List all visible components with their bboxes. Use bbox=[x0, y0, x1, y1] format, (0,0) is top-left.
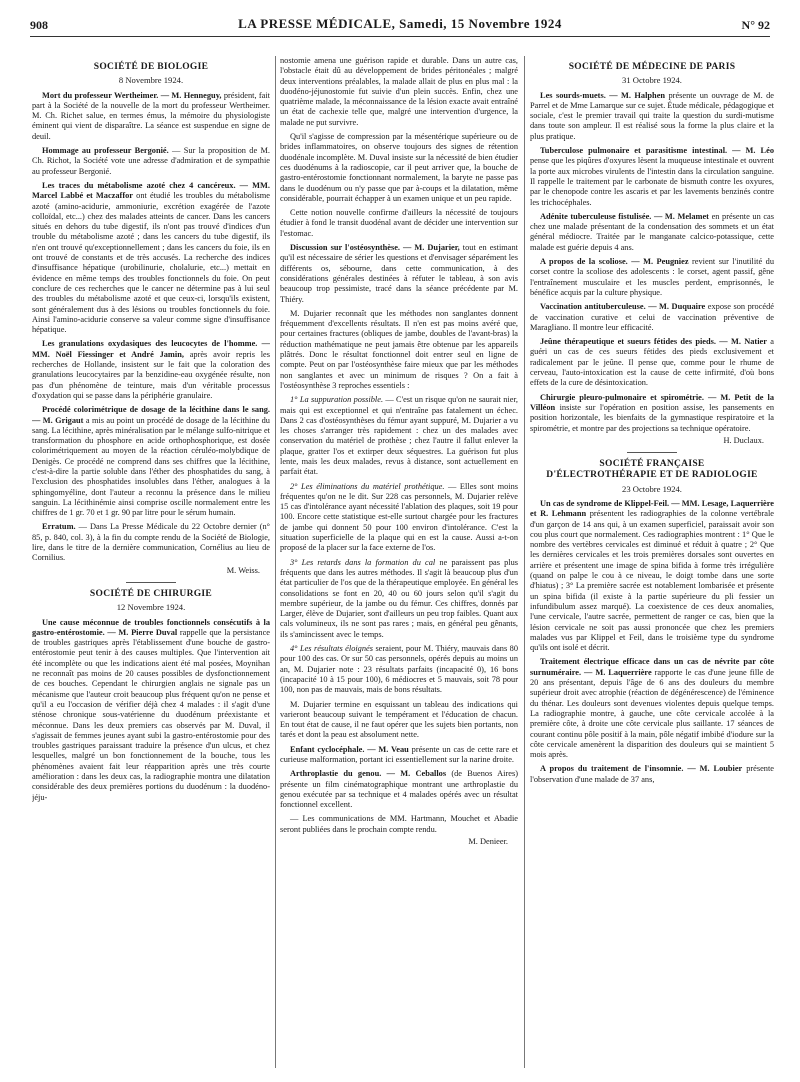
article bbox=[32, 181, 270, 335]
article-lead: Jeûne thérapeutique et sueurs fétides des pieds. — M. Natier bbox=[540, 337, 767, 347]
article-lead: Les sourds-muets. — M. Halphen bbox=[540, 90, 666, 100]
article bbox=[280, 558, 518, 640]
article bbox=[530, 257, 774, 298]
article bbox=[530, 393, 774, 434]
article bbox=[32, 339, 270, 401]
signature: M. Denieer. bbox=[468, 837, 508, 847]
column-divider-2 bbox=[524, 56, 525, 1068]
article bbox=[280, 208, 518, 239]
article-lead: Enfant cyclocéphale. — M. Veau bbox=[290, 744, 409, 754]
article bbox=[280, 243, 518, 305]
article-text: rapporte le cas d'une jeune fille de 20 ans présentant, depuis l'âge de 6 ans des douleurs du membre supérieur droit avec atrophie (réaction de dégénérescence) de l'éminence du thénar. Les douleurs sont devenues violentes depuis quelque temps. La radiographie montre, à gauche, une côte cervicale accolée à la première côte, à droite une côte cervicale plus saillante. 17 séances de courant continu pôle positif à la main, pôle négatif imbibé d'iodure sur la côte cervicale amenèrent la disparition des douleurs qui se maintient 5 mois après. bbox=[530, 667, 774, 760]
article-lead: Erratum. bbox=[42, 522, 76, 532]
article bbox=[530, 302, 774, 333]
section-title-electro: SOCIÉTÉ FRANÇAISE bbox=[599, 459, 705, 470]
section-date-medecine: 31 Octobre 1924. bbox=[622, 75, 682, 86]
article-text: — Sur la proposition de M. Ch. Richot, la Société vote une adresse d'admiration et de sympathie au professeur Bergonié. bbox=[32, 146, 270, 176]
article-lead: A propos du traitement de l'insomnie. — M. Loubier bbox=[540, 764, 743, 774]
article-text: ont étudié les troubles du métabolisme azoté (amino-acidurie, ammoniurie, excrétion exagérée de l'azote colloïdal, etc...) chez des malades atteints de cancer. Dans les cancers situés en dehors du tube digestif, ils n'ont pas trouvé d'indices d'un trouble du métabolisme azoté ; dans les cancers du tube digestif, ils n'en ont trouvé qu'exceptionnellement ; dans les cancers du foie, ils en ont trouvé de constants et de très accusés. La recherche des indices d'insuffisance hépatique (urobilinurie, cholalurie, etc...) mettait en évidence en même temps des troubles fonctionnels du foie. On peut conclure de ces recherches que le cancer ne détermine pas à lui seul des troubles du métabolisme azoté et que ceux-ci, lorsqu'ils existent, sont généralement dus à des lésions ou troubles fonctionnels du foie. Ainsi l'amino-acidurie conserve sa valeur comme signe d'insuffisance hépatique. bbox=[32, 191, 270, 335]
article bbox=[280, 395, 518, 477]
section-date-biologie: 8 Novembre 1924. bbox=[118, 75, 184, 86]
article-text: insiste sur l'opération en position assise, les pansements en position horizontale, les bienfaits de la gymnastique respiratoire et la spirométrie, et montre par des projections sa technique opératoire. bbox=[530, 402, 774, 433]
article bbox=[280, 132, 518, 204]
article-text: présentent les radiographies de la colonne vertébrale d'un garçon de 14 ans qui, à un examen superficiel, paraissait avoir son cou plus court que normalement. Ces radiographies montrent : 1° Que le nombre des vertèbres cervicales est diminué et réduit à quatre ; 2° Que les dernières cervicales et les trois premières dorsales sont ouvertes en arrière et présentent une image de spina bifida à forme très irrégulière (quand on palpe le cou à ce niveau, le doigt tombe dans une sorte d'hiatus) ; 3° La première sacrée est notablement lombarisée et présente un spina bifida (il existe à la partie supérieure du pli fessier un infundibulum assez marqué). La coexistence de ces deux anomalies, l'une cervicale, l'autre sacrée, permettent de ranger ce cas, bien que la lésion cervicale ne soit pas aussi prononcée que chez les premiers malades vus par Klippel et Feil, dans le troisième type du syndrome qu'ils ont isolé et décrit. bbox=[530, 509, 774, 653]
section-date-chirurgie: 12 Novembre 1924. bbox=[116, 602, 186, 613]
article-text: revient sur l'inutilité du corset contre la scoliose des adolescents : le corset, agent passif, gêne l'entraînement musculaire et les muscles perdent, emprisonnés, le bénéfice acquis par la culture physique. bbox=[530, 257, 774, 297]
article bbox=[530, 499, 774, 653]
issue-number: N° 92 bbox=[741, 18, 770, 32]
section-date-electro: 23 Octobre 1924. bbox=[622, 483, 682, 494]
article bbox=[32, 91, 270, 142]
signature: M. Weiss. bbox=[226, 565, 260, 575]
article-text: — Elles sont moins fréquentes qu'on ne le dit. Sur 228 cas personnels, M. Dujarier relève 15 cas d'intolérance ayant nécessité l'ablation des plaques, soit 19 pour 100. Encore cette statistique est-elle surtout chargée pour les fractures de jambe qui donnent 50 pour 100 environ d'intolérance. C'est la situation superficielle de la plaque qui en est la cause. Aussi a-t-on proposé de la placer sur la face externe de l'os. bbox=[280, 481, 518, 553]
column-3 bbox=[530, 56, 774, 1070]
article bbox=[280, 482, 518, 554]
article-text: expose son procédé de vaccination curative et celui de vaccination préventive de Maragliano. Il montre leur efficacité. bbox=[530, 302, 774, 332]
section-title-biologie: SOCIÉTÉ DE BIOLOGIE bbox=[93, 62, 209, 72]
article-lead: A propos de la scoliose. — M. Peugniez bbox=[540, 257, 689, 267]
article-lead: Traitement électrique efficace dans un cas de névrite par côte surnuméraire. — M. Laquerrière bbox=[530, 657, 774, 677]
section-divider bbox=[627, 452, 677, 453]
article bbox=[32, 522, 270, 563]
article bbox=[280, 814, 518, 835]
section-title-chirurgie: SOCIÉTÉ DE CHIRURGIE bbox=[89, 588, 213, 599]
article-lead: Vaccination antituberculeuse. — M. Duquaire bbox=[540, 302, 706, 312]
article-lead: Chirurgie pleuro-pulmonaire et spirométrie. — M. Petit de la Villéon bbox=[530, 392, 774, 412]
article bbox=[32, 405, 270, 518]
page-header bbox=[30, 6, 770, 38]
section-divider bbox=[126, 582, 176, 583]
article-text: a mis au point un procédé de dosage de la lécithine du sang. La lécithine, après minéralisation par le mélange sulfo-nitrique et transformation du phosphore en acide orthophosphorique, est dosée colorimétriquement au moyen de la réaction céruléo-molybdique de Denigès. Ce procédé ne comprend dans ses chiffres que la lécithine, c'est-à-dire la partie soluble dans l'éther des phosphatides du sang, à l'exclusion des phosphatides insolubles dans l'éther, analogues à la sphingomyéline, dont l'auteur a reconnu la présence dans le milieu sanguin. La lécithinémie ainsi comprise oscille normalement entre les chiffres de 1 gr. 70 et 1 gr. 90 par litre pour le sérum humain. bbox=[32, 415, 270, 518]
article bbox=[530, 337, 774, 388]
article-lead: Mort du professeur Wertheimer. — M. Henneguy, bbox=[42, 90, 222, 100]
column-1 bbox=[32, 56, 270, 1070]
article-text: présente un ouvrage de M. de Parrel et de Mme Lamarque sur ce sujet. Étude médicale, pédagogique et sociale, c'est le premier travail qui traite la question du surdi-mutisme dans toute son ampleur. Il est réalisé sous la forme la plus claire et la plus pratique. bbox=[530, 90, 774, 141]
article-text: en présente un cas chez une malade présentant de la condensation des sommets et un état général médiocre. Traitée par le manganate calcico-potassique, cette malade est guérie depuis 4 ans. bbox=[530, 211, 774, 252]
article-lead: Tuberculose pulmonaire et parasitisme intestinal. — M. Léo bbox=[540, 146, 774, 156]
article bbox=[530, 212, 774, 253]
article-text: ne paraissent pas plus fréquents que dans les autres méthodes. Il s'agit là beaucoup plus d'un état particulier de l'os que de la thérapeutique employée. En général les consolidations se font en 20, 40 ou 60 jours selon qu'il s'agit du membre supérieur, de la jambe ou du fémur. Ces chiffres, donnés par Larger, élève de Dujarier, sont d'ailleurs un peu trop faibles. Quant aux cals volumineux, ils ne sont pas rares ; mais, en général peu gênants, ils s'amincissent avec le temps. bbox=[280, 557, 518, 639]
article-text: — Les communications de MM. Hartmann, Mouchet et Abadie seront publiées dans le prochain compte rendu. bbox=[280, 814, 518, 834]
page-number: 908 bbox=[30, 18, 48, 32]
article-text: présente l'observation d'une malade de 37 ans, bbox=[530, 764, 774, 784]
article-text: (de Buenos Aires) présente un film cinématographique montrant une arthroplastie du genou exécutée par sa technique et 4 malades opérés avec un résultat fonctionnel excellent. bbox=[280, 769, 518, 810]
article-lead: Arthroplastie du genou. — M. Ceballos bbox=[290, 769, 447, 779]
article-text: tout en estimant qu'il est nécessaire de sérier les questions et d'envisager séparément les différents os, sébourne, dans cette communication, à des considérations générales destinées à réfuter le tableau, à son avis beaucoup trop pessimiste, tracé dans la séance précédente par M. Thiéry. bbox=[280, 243, 518, 304]
article-text: rappelle que la persistance de troubles gastriques après l'établissement d'une bouche de gastro-entérostomie peut tenir à des causes multiples. Que l'intervention ait été incomplète ou que les indications aient été mal posées, Moynihan ne reconnaît pas moins de 20 causes possibles de dysfonctionnement de ces bouches. Cependant le chirurgien anglais ne signale pas un mécanisme que l'auteur croit beaucoup plus fréquent qu'on ne pense et qu'il a eu l'occasion de vérifier déjà chez 4 malades : il s'agit d'une sténose chronique sous-vatérienne du duodénum préexistante et méconnue. Dans les deux premiers cas observés par M. Duval, il s'agissait de femmes jeunes ayant subi la gastro-entérostomie pour des troubles gastriques paraissant traduire la présence d'un ulcus, et chez lesquelles, malgré un bon fonctionnement de la bouche, tous les phénomènes avaient fait leur réapparition après une très courte amélioration : dans les deux cas, la radiographie montra une dilatation considérable des deux premières portions du duodénum : la duodéno-jéju- bbox=[32, 627, 270, 802]
article-lead: Discussion sur l'ostéosynthèse. — M. Dujarier, bbox=[290, 243, 460, 253]
article bbox=[280, 56, 518, 128]
article bbox=[530, 146, 774, 208]
article-lead: 3° Les retards dans la formation du cal bbox=[290, 557, 436, 567]
article bbox=[280, 644, 518, 695]
article bbox=[280, 745, 518, 766]
article bbox=[530, 657, 774, 760]
journal-title: LA PRESSE MÉDICALE, Samedi, 15 Novembre 1924 bbox=[238, 16, 562, 31]
article-text: M. Dujarier termine en esquissant un tableau des indications qui varieront beaucoup suivant le tempérament et l'éducation de chacun. En tout état de cause, il ne faut opérer que les sujets bien portants, non tarés et dont la peau est absolument nette. bbox=[280, 699, 518, 740]
article bbox=[32, 146, 270, 177]
header-rule bbox=[30, 36, 770, 37]
article-text: — Dans La Presse Médicale du 22 Octobre dernier (n° 85, p. 840, col. 3), à la fin du compte rendu de la Société de Biologie, lire, dans le titre de la dernière communication, Cornélius au lieu de Cornilius. bbox=[32, 522, 270, 563]
article-text: M. Dujarier reconnaît que les méthodes non sanglantes donnent fréquemment d'excellents résultats. Il n'en est pas moins avéré que, pour certaines fractures (obliques de jambe, doubles de l'avant-bras) la réduction mathématique ne peut jamais être obtenue par les appareils plâtrés. Donc le résultat fonctionnel doit entrer seul en ligne de compte. Peut on par l'ostéosynthèse faire mieux que par les méthodes non sanglantes et avec un minimum de risques ? On a fait à l'ostéosynthèse 3 reproches essentiels : bbox=[280, 308, 518, 390]
column-divider-1 bbox=[275, 56, 276, 1068]
article-text: nostomie amena une guérison rapide et durable. Dans un autre cas, l'obstacle était dû au développement de brides péritonéales ; malgré deux interventions préalables, la malade allait de plus en plus mal : la duodéno-jéjunostomie fut suivie d'un plein succès. Enfin, chez une quatrième malade, la méconnaissance de la lésion exacte avait entraîné un état de cachexie telle que, malgré une intervention d'urgence, la malade ne put survivre. bbox=[280, 56, 518, 127]
article-lead: Procédé colorimétrique de dosage de la lécithine dans le sang. — M. Grigaut bbox=[32, 405, 270, 425]
article bbox=[32, 618, 270, 803]
article-text: Qu'il s'agisse de compression par la mésentérique supérieure ou de brides inflammatoires, on observe toujours des signes de rétention duodénale incomplète. M. Duval insiste sur la nécessité de bien étudier ces duodénums à la radioscopie, car il peut arriver que, la bouche de gastro-entérostomie fonctionnant normalement, la baryte ne passe pas dans le duodénum ou n'y passe que par à-coups et la dilatation, même considérable, pourrait échapper à un examen unique et un peu rapide. bbox=[280, 132, 518, 203]
article-lead: Les traces du métabolisme azoté chez 4 cancéreux. — MM. Marcel Labbé et Maczaffor bbox=[32, 180, 270, 201]
article-lead: 2° Les éliminations du matériel prothétique. bbox=[290, 481, 445, 491]
article bbox=[280, 700, 518, 741]
article-lead: Hommage au professeur Bergonié. bbox=[42, 146, 169, 156]
article bbox=[280, 309, 518, 391]
article-lead: Une cause méconnue de troubles fonctionnels consécutifs à la gastro-entérostomie. — M. Pierre Duval bbox=[32, 617, 270, 637]
signature: H. Duclaux. bbox=[723, 435, 764, 445]
article-lead: Les granulations oxydasiques des leucocytes de l'homme. — MM. Noël Fiessinger et André Jamin, bbox=[32, 339, 270, 359]
section-title-medecine: SOCIÉTÉ DE MÉDECINE DE PARIS bbox=[568, 62, 736, 72]
article-lead: 1° La suppuration possible. bbox=[290, 395, 384, 405]
article-text: après avoir repris les recherches de Hollande, insistent sur le fait que la coloration des granulations leucocytaires par la benzidine-eau oxygénée résulte, non pas d'un phénomène de teinture, mais d'un véritable processus d'oxydation qui se passe dans la périphérie granulaire. bbox=[32, 349, 270, 400]
article-lead: 4° Les résultats éloignés bbox=[290, 644, 373, 654]
article bbox=[530, 764, 774, 785]
article bbox=[280, 769, 518, 810]
article-lead: Un cas de syndrome de Klippel-Feil. — MM. Lesage, Laquerrière et R. Lehmann bbox=[530, 498, 774, 519]
section-title-electro-2: D'ÉLECTROTHÉRAPIE ET DE RADIOLOGIE bbox=[546, 470, 758, 481]
article-text: Cette notion nouvelle confirme d'ailleurs la nécessité de toujours étudier à fond le transit duodénal avant de décider une intervention sur l'estomac. bbox=[280, 208, 518, 238]
article-text: a guéri un cas de ces sueurs fétides des pieds exclusivement et radicalement par le jeûne. Il pense que, comme pour le rhume de cerveau, l'auto-intoxication est la cause de cette infirmité, d'où bons effets de la cure de désintoxication. bbox=[530, 337, 774, 388]
article-text: président, fait part à la Société de la nouvelle de la mort du professeur Wertheimer. M. Ch. Richet salue, en termes émus, la mémoire du physiologiste éminent qui vient de disparaître. La séance est suspendue en signe de deuil. bbox=[32, 90, 270, 141]
article-text: seraient, pour M. Thiéry, mauvais dans 80 pour 100 des cas. Or sur 50 cas personnels, opérés depuis au moins un an, M. Dujarier note : 23 résultats parfaits (incapacité 0), 16 bons (incapacité 10 à 15 pour 100), 6 médiocres et 5 mauvais, soit 78 pour 100, non pas de mauvais, mais de bons résultats. bbox=[280, 644, 518, 695]
column-2 bbox=[280, 56, 518, 1070]
article-text: — C'est un risque qu'on ne saurait nier, mais qui est exceptionnel et qui n'entraîne pas fatalement un échec. Dans 2 cas d'ostéosynthèses du fémur ayant suppuré, M. Dujarier a vu les choses s'arranger très rapidement : chez un des malades avec conservation du matériel de prothèse ; chez l'autre il fallut enlever la plaque, gratter l'os et extirper deux séquestres. La guérison fut plus lente, mais les deux malades, revus à distance, sont actuellement en parfait état. bbox=[280, 395, 518, 477]
article-lead: Adénite tuberculeuse fistulisée. — M. Melamet bbox=[540, 211, 709, 221]
article-text: pense que les piqûres d'oxyures lèsent la muqueuse intestinale et ouvrent la porte aux microbes virulents de l'intestin dans la circulation sanguine. Il rappelle le traitement par le carbonate de bismuth contre les oxyures, par le chenopode contre les ascaris et par les lavements benzinés contre les trichocéphales. bbox=[530, 156, 774, 207]
article bbox=[530, 91, 774, 142]
article-text: présente un cas de cette rare et curieuse malformation, portant ici essentiellement sur la narine droite. bbox=[280, 744, 518, 764]
